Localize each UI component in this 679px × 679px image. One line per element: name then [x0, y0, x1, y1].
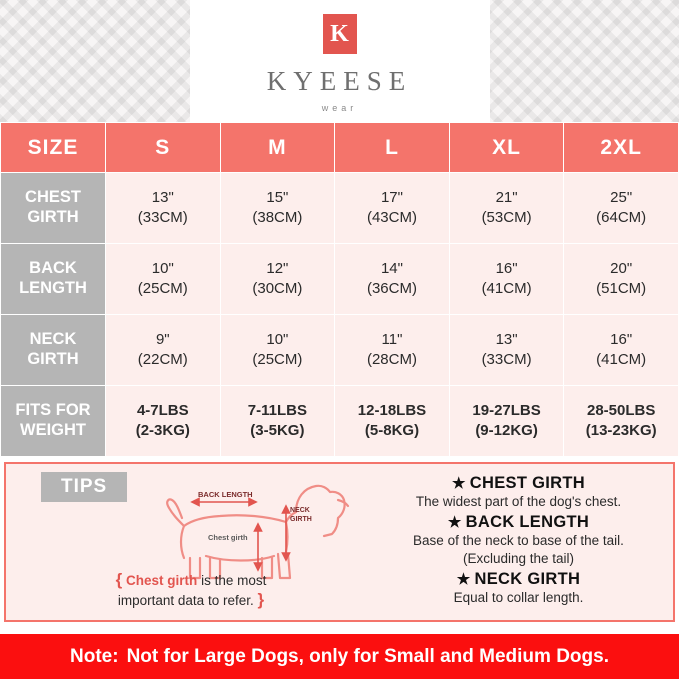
tip-title-neck-girth: ★ NECK GIRTH — [456, 569, 581, 588]
label-neck-girth-line2: GIRTH — [290, 516, 312, 523]
star-icon: ★ — [447, 513, 462, 531]
label-neck-girth-line1: NECK — [290, 507, 310, 514]
cell-back-length-2xl: 20" (51CM) — [564, 244, 679, 315]
cell-weight-s: 4-7LBS (2-3KG) — [106, 386, 221, 457]
footnote-brace-open: { — [115, 570, 123, 589]
row-label-back-length: BACK LENGTH — [1, 244, 106, 315]
star-icon: ★ — [456, 570, 471, 588]
cell-neck-girth-2xl: 16" (41CM) — [564, 315, 679, 386]
tip-body-chest-girth: The widest part of the dog's chest. — [415, 494, 622, 509]
tip-body-back-length-line2: (Excluding the tail) — [462, 550, 575, 566]
tips-definitions — [364, 464, 673, 620]
brand-name: KYEESE — [266, 66, 413, 96]
label-back-length: BACK LENGTH — [198, 490, 253, 499]
tip-title-chest-girth: ★ CHEST GIRTH — [452, 474, 585, 492]
table-header-m: M — [220, 123, 335, 173]
footnote-rest: is the most — [197, 573, 267, 588]
tip-title-back-length: ★ BACK LENGTH — [447, 512, 590, 531]
footnote-brace-close: } — [257, 590, 265, 609]
tips-diagram-panel — [6, 464, 364, 620]
brand-logo-icon: K — [323, 14, 357, 54]
tip-body-neck-girth: Equal to collar length. — [453, 589, 584, 605]
cell-weight-l: 12-18LBS (5-8KG) — [335, 386, 450, 457]
cell-weight-xl: 19-27LBS (9-12KG) — [449, 386, 564, 457]
brand-header-panel — [190, 0, 490, 122]
cell-chest-girth-xl: 21" (53CM) — [449, 173, 564, 244]
note-label: Note: — [70, 645, 119, 667]
table-row-neck-girth — [1, 315, 679, 386]
table-header-s: S — [106, 123, 221, 173]
note-body: Not for Large Dogs, only for Small and Medium Dogs. — [126, 645, 609, 667]
table-header-row — [1, 123, 679, 173]
table-header-size: SIZE — [1, 123, 106, 173]
cell-back-length-s: 10" (25CM) — [106, 244, 221, 315]
tip-body-back-length-line1: Base of the neck to base of the tail. — [413, 532, 624, 548]
tips-section — [4, 462, 675, 622]
cell-chest-girth-m: 15" (38CM) — [220, 173, 335, 244]
footnote-highlight: Chest girth — [126, 573, 198, 588]
cell-chest-girth-s: 13" (33CM) — [106, 173, 221, 244]
cell-weight-m: 7-11LBS (3-5KG) — [220, 386, 335, 457]
note-banner — [0, 634, 679, 679]
cell-back-length-xl: 16" (41CM) — [449, 244, 564, 315]
cell-back-length-l: 14" (36CM) — [335, 244, 450, 315]
tips-badge: TIPS — [41, 472, 127, 502]
size-table — [0, 122, 679, 457]
cell-weight-2xl: 28-50LBS (13-23KG) — [564, 386, 679, 457]
table-row-fits-for-weight — [1, 386, 679, 457]
cell-back-length-m: 12" (30CM) — [220, 244, 335, 315]
cell-neck-girth-xl: 13" (33CM) — [449, 315, 564, 386]
table-header-2xl: 2XL — [564, 123, 679, 173]
cell-chest-girth-l: 17" (43CM) — [335, 173, 450, 244]
cell-neck-girth-l: 11" (28CM) — [335, 315, 450, 386]
star-icon: ★ — [452, 475, 466, 492]
row-label-neck-girth: NECK GIRTH — [1, 315, 106, 386]
row-label-fits-for-weight: FITS FOR WEIGHT — [1, 386, 106, 457]
tips-footnote — [26, 570, 356, 610]
table-header-xl: XL — [449, 123, 564, 173]
table-row-back-length — [1, 244, 679, 315]
cell-chest-girth-2xl: 25" (64CM) — [564, 173, 679, 244]
table-header-l: L — [335, 123, 450, 173]
brand-header — [0, 0, 679, 122]
table-row-chest-girth — [1, 173, 679, 244]
label-chest-girth: Chest girth — [208, 533, 248, 542]
row-label-chest-girth: CHEST GIRTH — [1, 173, 106, 244]
footnote-line2: important data to refer. — [117, 593, 254, 608]
cell-neck-girth-m: 10" (25CM) — [220, 315, 335, 386]
brand-tagline: wear — [321, 103, 358, 113]
cell-neck-girth-s: 9" (22CM) — [106, 315, 221, 386]
